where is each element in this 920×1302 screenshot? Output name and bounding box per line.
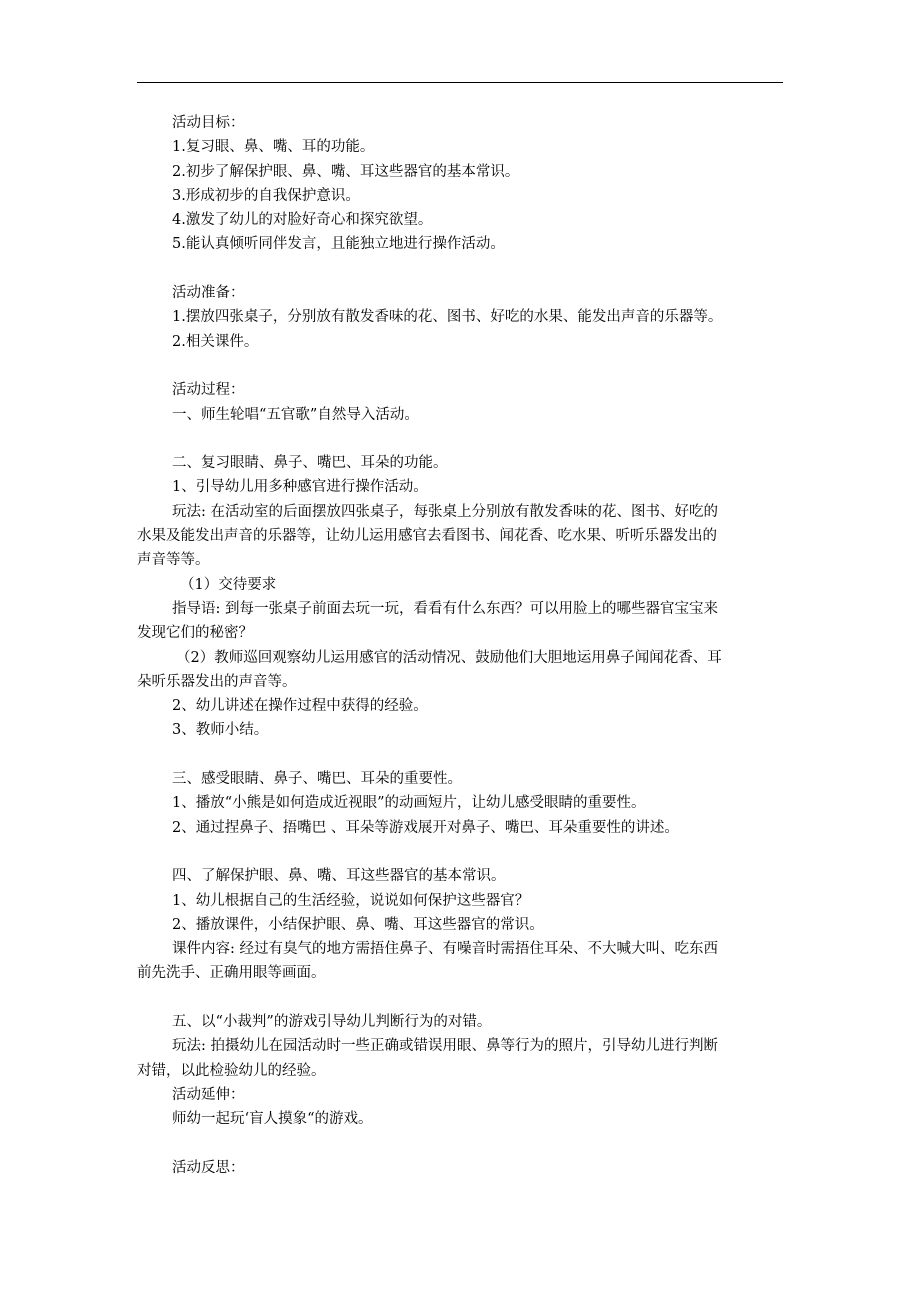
step2-play-line: 声音等等。	[137, 552, 210, 569]
spacer	[172, 1131, 784, 1155]
step2-play-line: 水果及能发出声音的乐器等，让幼儿运用感官去看图书、闻花香、吃水果、听听乐器发出的	[137, 528, 717, 545]
goal-item: 5.能认真倾听同伴发言，且能独立地进行操作活动。	[172, 236, 505, 253]
step4-item: 1、幼儿根据自己的生活经验，说说如何保护这些器官？	[172, 892, 530, 909]
spacer	[172, 840, 784, 864]
step2-sub2-line: （2）教师巡回观察幼儿运用感官的活动情况、鼓励他们大胆地运用鼻子闻闻花香、耳	[176, 649, 722, 666]
step4-item: 2、播放课件，小结保护眼、鼻、嘴、耳这些器官的常识。	[172, 916, 544, 933]
step5-play-line: 玩法: 拍摄幼儿在园活动时一些正确或错误用眼、鼻等行为的照片，引导幼儿进行判断	[172, 1038, 718, 1055]
prep-title: 活动准备：	[172, 285, 245, 302]
header-rule	[137, 82, 783, 83]
step2-item: 1、引导幼儿用多种感官进行操作活动。	[172, 479, 428, 496]
goal-item: 2.初步了解保护眼、鼻、嘴、耳这些器官的基本常识。	[172, 163, 520, 180]
spacer	[172, 743, 784, 767]
reflection-title: 活动反思：	[172, 1159, 245, 1176]
step2-guide-line: 指导语: 到每一张桌子前面去玩一玩，看看有什么东西？可以用脸上的哪些器官宝宝来	[172, 600, 718, 617]
spacer	[172, 257, 784, 281]
step4-content-line: 课件内容: 经过有臭气的地方需捂住鼻子、有噪音时需捂住耳朵、不大喊大叫、吃东西	[172, 941, 718, 958]
extension-title: 活动延伸：	[172, 1086, 245, 1103]
prep-item: 2.相关课件。	[172, 333, 259, 350]
goal-item: 3.形成初步的自我保护意识。	[172, 187, 360, 204]
prep-item: 1.摆放四张桌子，分别放有散发香味的花、图书、好吃的水果、能发出声音的乐器等。	[172, 309, 723, 326]
step5-play-line: 对错，以此检验幼儿的经验。	[137, 1062, 326, 1079]
spacer	[172, 427, 784, 451]
goal-item: 1.复习眼、鼻、嘴、耳的功能。	[172, 139, 375, 156]
step2-guide-line: 发现它们的秘密？	[137, 625, 253, 642]
step3-item: 1、播放“小熊是如何造成近视眼”的动画短片，让幼儿感受眼睛的重要性。	[172, 795, 646, 812]
goals-title: 活动目标：	[172, 115, 245, 131]
step5-title: 五、以“小裁判”的游戏引导幼儿判断行为的对错。	[172, 1013, 492, 1030]
goal-item: 4.激发了幼儿的对脸好奇心和探究欲望。	[172, 212, 433, 229]
step4-title: 四、了解保护眼、鼻、嘴、耳这些器官的基本常识。	[172, 868, 506, 885]
step2-play-line: 玩法: 在活动室的后面摆放四张桌子，每张桌上分别放有散发香味的花、图书、好吃的	[172, 503, 718, 520]
step2-sub2-line: 朵听乐器发出的声音等。	[137, 673, 297, 690]
step3-item: 2、通过捏鼻子、捂嘴巴 、耳朵等游戏展开对鼻子、嘴巴、耳朵重要性的讲述。	[172, 819, 679, 836]
extension-text: 师幼一起玩‘盲人摸象“的游戏。	[172, 1111, 373, 1128]
step3-title: 三、感受眼睛、鼻子、嘴巴、耳朵的重要性。	[172, 771, 462, 788]
step2-item: 3、教师小结。	[172, 722, 269, 739]
spacer	[172, 986, 784, 1010]
process-title: 活动过程：	[172, 382, 245, 399]
step4-content-line: 前先洗手、正确用眼等画面。	[137, 965, 326, 982]
step2-item: 2、幼儿讲述在操作过程中获得的经验。	[172, 698, 428, 715]
step2-sub1: （1）交待要求	[180, 576, 277, 593]
step1-title: 一、师生轮唱“五官歌”自然导入活动。	[172, 406, 419, 423]
document-body	[137, 111, 784, 1180]
spacer	[172, 354, 784, 378]
step2-title: 二、复习眼睛、鼻子、嘴巴、耳朵的功能。	[172, 455, 448, 472]
